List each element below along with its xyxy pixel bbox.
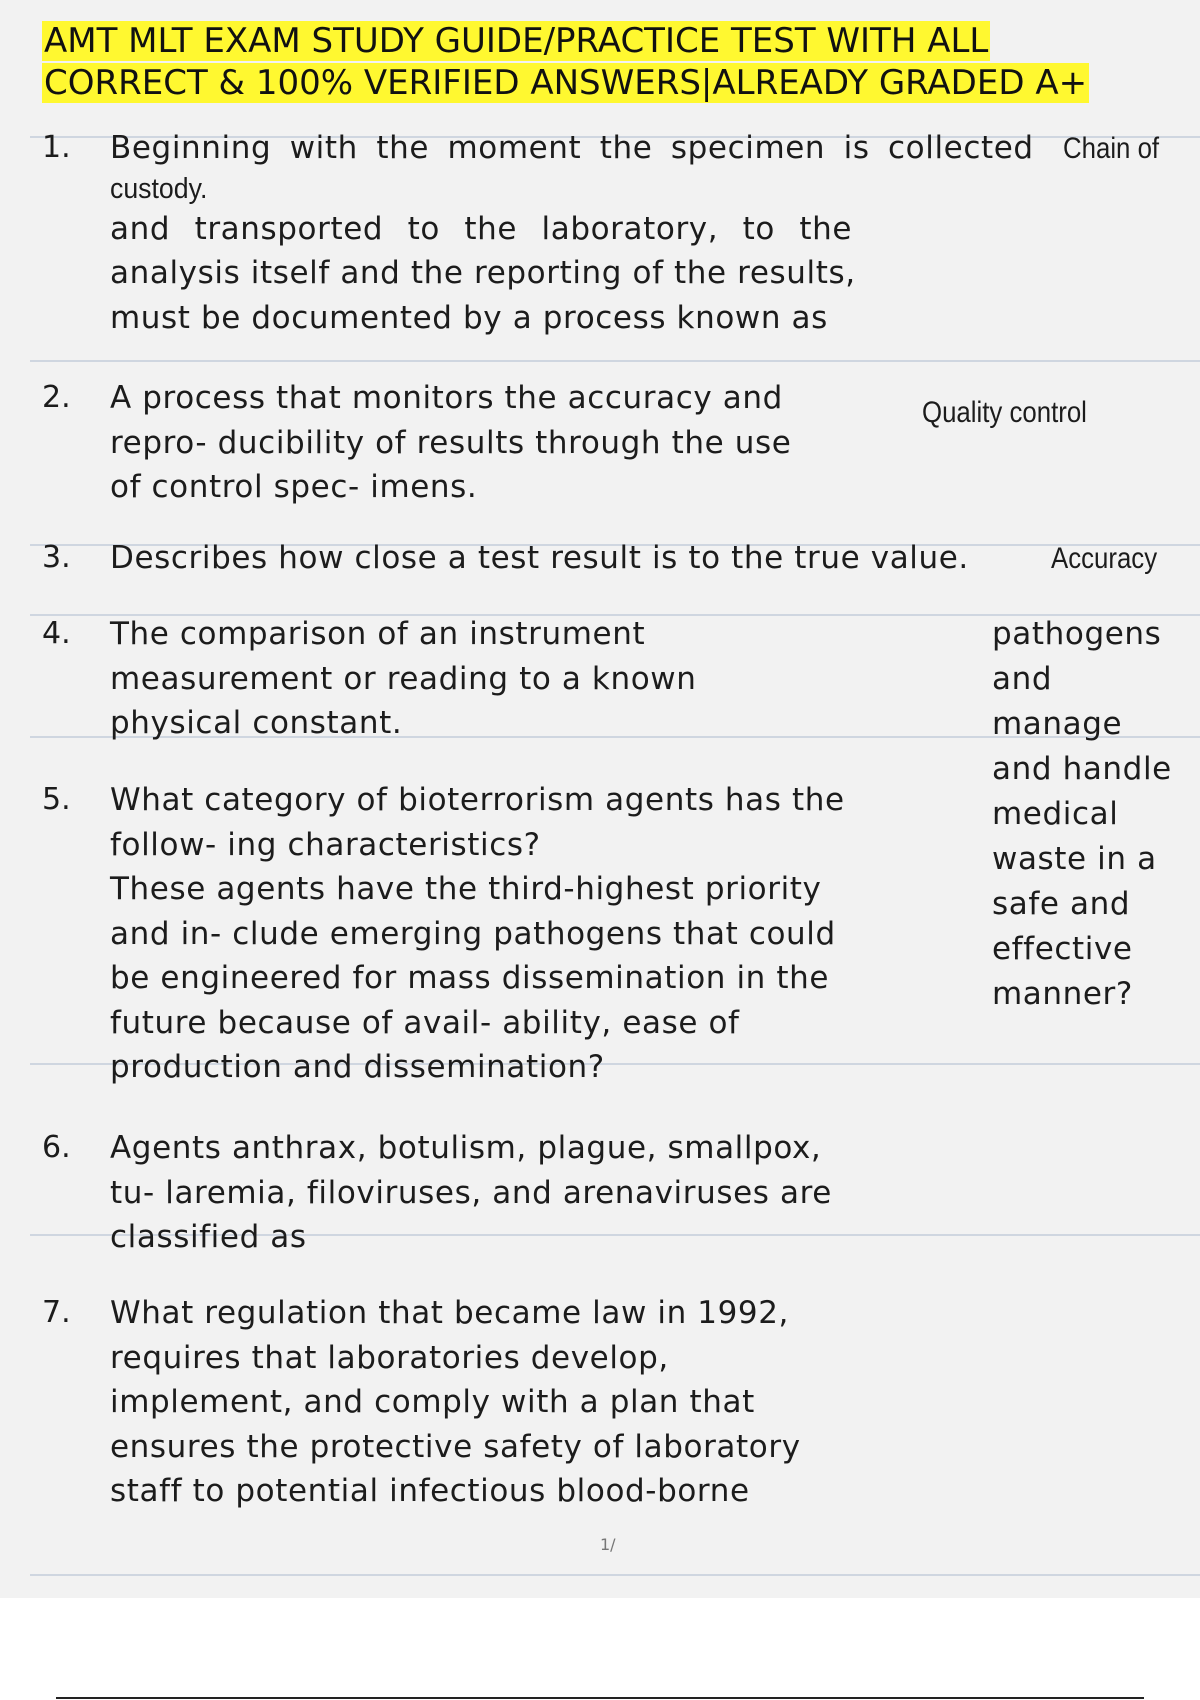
question-line: follow- ing characteristics? [110, 826, 541, 863]
question-text [110, 1126, 832, 1260]
question-text [110, 536, 969, 581]
question-line: and transported to the laboratory, to the [110, 210, 853, 247]
question-line: Agents anthrax, botulism, plague, smallpox, [110, 1130, 822, 1166]
answer-line: and handle [992, 751, 1172, 787]
question-text [110, 1291, 801, 1514]
document-title [42, 20, 1089, 104]
question-line: requires that laboratories develop, [110, 1339, 669, 1376]
question-line: future because of avail- ability, ease of [110, 1004, 740, 1041]
footer-rule [56, 1697, 1144, 1699]
question-line: staff to potential infectious blood-borne [110, 1473, 750, 1509]
question-text [110, 376, 791, 510]
answer-line: pathogens [992, 616, 1162, 652]
question-number: 4. [42, 616, 71, 651]
answer-line: manage [992, 706, 1123, 742]
question-line: custody. [110, 172, 208, 205]
answer-2: Quality control [922, 396, 1087, 429]
question-line: Beginning with the moment the specimen is collected [110, 130, 1034, 166]
overflow-answer [992, 612, 1172, 1017]
question-line: implement, and comply with a plan that [110, 1384, 755, 1420]
question-number: 3. [42, 540, 71, 575]
answer-line: and [992, 661, 1053, 697]
page-number: 1/ [600, 1535, 616, 1554]
question-text [110, 778, 845, 1090]
question-line: classified as [110, 1219, 307, 1255]
question-line: measurement or reading to a known [110, 660, 697, 697]
question-text [110, 126, 1034, 340]
question-line: be engineered for mass dissemination in the [110, 960, 830, 996]
question-line: Describes how close a test result is to the true value. [110, 540, 969, 576]
question-number: 7. [42, 1295, 71, 1330]
question-number: 6. [42, 1130, 71, 1165]
question-line: analysis itself and the reporting of the results, [110, 255, 856, 291]
answer-line: safe and [992, 886, 1131, 922]
question-line: These agents have the third-highest priority [110, 871, 822, 907]
answer-line: manner? [992, 976, 1133, 1012]
title-line-2: CORRECT & 100% VERIFIED ANSWERS|ALREADY GRADED A+ [44, 63, 1088, 103]
answer-line: waste in a [992, 841, 1157, 877]
question-text [110, 612, 697, 746]
question-number: 5. [42, 782, 71, 817]
question-line: The comparison of an instrument [110, 616, 646, 652]
row-divider [30, 360, 1200, 362]
question-number: 2. [42, 380, 71, 415]
title-line-1: AMT MLT EXAM STUDY GUIDE/PRACTICE TEST WITH ALL [44, 21, 989, 61]
question-line: ensures the protective safety of laboratory [110, 1428, 801, 1465]
question-line: must be documented by a process known as [110, 299, 828, 336]
question-line: repro- ducibility of results through the use [110, 424, 792, 461]
question-line: What regulation that became law in 1992, [110, 1295, 790, 1331]
question-line: physical constant. [110, 705, 403, 741]
question-line: What category of bioterrorism agents has the [110, 782, 845, 818]
answer-3: Accuracy [1051, 542, 1158, 575]
question-line: production and dissemination? [110, 1049, 605, 1085]
question-line: of control spec- imens. [110, 469, 478, 505]
question-line: A process that monitors the accuracy and [110, 380, 783, 416]
answer-line: effective [992, 931, 1133, 967]
answer-line: medical [992, 796, 1119, 832]
question-line: tu- laremia, filoviruses, and arenaviruses are [110, 1174, 832, 1211]
row-divider [30, 1574, 1200, 1576]
question-line: and in- clude emerging pathogens that could [110, 915, 836, 952]
answer-1: Chain of [1063, 132, 1160, 165]
question-number: 1. [42, 130, 71, 165]
